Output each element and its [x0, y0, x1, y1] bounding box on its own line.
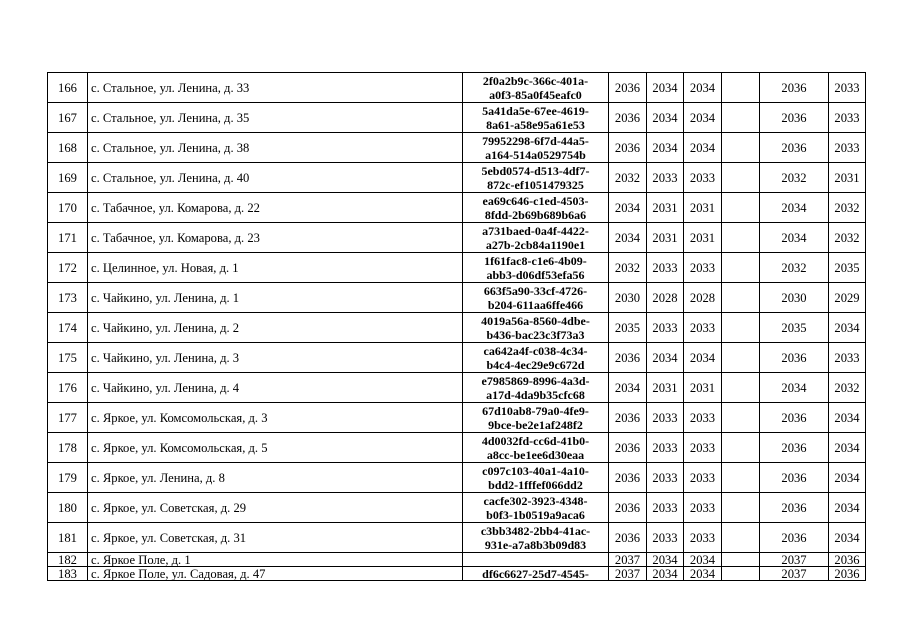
year-cell: 2037: [760, 567, 829, 581]
guid-line-1: ca642a4f-c038-4c34-: [483, 343, 588, 358]
guid-line-2: a0f3-85a0f45eafc0: [489, 87, 582, 102]
row-number-cell: 173: [48, 283, 88, 313]
address-cell: с. Яркое, ул. Комсомольская, д. 5: [88, 433, 463, 463]
year-cell: [722, 103, 760, 133]
address-cell: с. Чайкино, ул. Ленина, д. 4: [88, 373, 463, 403]
year-cell: 2031: [684, 193, 722, 223]
table-row: [48, 523, 866, 553]
guid-line-2: 9bce-be2e1af248f2: [488, 417, 583, 432]
table-row: [48, 133, 866, 163]
row-number-cell: 172: [48, 253, 88, 283]
year-cell: 2033: [829, 133, 866, 163]
year-cell: 2036: [760, 493, 829, 523]
guid-line-1: ea69c646-c1ed-4503-: [482, 193, 589, 208]
address-cell: с. Чайкино, ул. Ленина, д. 3: [88, 343, 463, 373]
year-cell: 2036: [609, 493, 647, 523]
guid-line-2: 8a61-a58e95a61e53: [486, 117, 585, 132]
year-cell: 2034: [684, 567, 722, 581]
address-cell: с. Стальное, ул. Ленина, д. 40: [88, 163, 463, 193]
year-cell: 2036: [760, 73, 829, 103]
year-cell: [722, 283, 760, 313]
guid-line-2: 872c-ef1051479325: [487, 177, 584, 192]
year-cell: 2036: [760, 133, 829, 163]
guid-line-1: 4019a56a-8560-4dbe-: [481, 313, 590, 328]
year-cell: 2034: [684, 133, 722, 163]
year-cell: [722, 463, 760, 493]
year-cell: 2036: [760, 523, 829, 553]
year-cell: 2033: [647, 163, 684, 193]
housing-register-table: [47, 72, 866, 581]
row-number-cell: 181: [48, 523, 88, 553]
table-row: [48, 283, 866, 313]
year-cell: [722, 253, 760, 283]
year-cell: 2036: [609, 463, 647, 493]
address-cell: с. Яркое, ул. Комсомольская, д. 3: [88, 403, 463, 433]
year-cell: 2031: [829, 163, 866, 193]
table-row: [48, 373, 866, 403]
year-cell: 2033: [829, 103, 866, 133]
row-number-cell: 169: [48, 163, 88, 193]
guid-line-1: 4d0032fd-cc6d-41b0-: [481, 433, 590, 448]
guid-cell: [463, 103, 609, 133]
year-cell: 2034: [760, 373, 829, 403]
row-number-cell: 166: [48, 73, 88, 103]
year-cell: 2036: [609, 103, 647, 133]
row-number-cell: 177: [48, 403, 88, 433]
guid-line-1: a731baed-0a4f-4422-: [482, 223, 589, 238]
guid-cell: [463, 373, 609, 403]
year-cell: 2028: [647, 283, 684, 313]
year-cell: 2033: [647, 313, 684, 343]
address-cell: с. Стальное, ул. Ленина, д. 33: [88, 73, 463, 103]
year-cell: 2031: [647, 193, 684, 223]
guid-line-1: c3bb3482-2bb4-41ac-: [480, 523, 591, 538]
year-cell: 2034: [684, 553, 722, 567]
year-cell: [722, 163, 760, 193]
year-cell: 2034: [647, 73, 684, 103]
address-cell: с. Чайкино, ул. Ленина, д. 2: [88, 313, 463, 343]
year-cell: 2032: [609, 253, 647, 283]
year-cell: [722, 433, 760, 463]
year-cell: [722, 313, 760, 343]
table-row: [48, 403, 866, 433]
row-number-cell: 183: [48, 567, 88, 581]
guid-line-1: 67d10ab8-79a0-4fe9-: [482, 403, 589, 418]
year-cell: 2036: [609, 433, 647, 463]
year-cell: 2028: [684, 283, 722, 313]
year-cell: 2034: [609, 193, 647, 223]
year-cell: [722, 223, 760, 253]
year-cell: 2034: [829, 403, 866, 433]
row-number-cell: 175: [48, 343, 88, 373]
table-row: [48, 223, 866, 253]
year-cell: 2035: [829, 253, 866, 283]
year-cell: [722, 403, 760, 433]
address-cell: с. Стальное, ул. Ленина, д. 38: [88, 133, 463, 163]
year-cell: 2036: [760, 403, 829, 433]
year-cell: 2036: [609, 403, 647, 433]
table-row: [48, 343, 866, 373]
guid-line-1: df6c6627-25d7-4545-: [482, 566, 589, 581]
table-row: [48, 567, 866, 581]
year-cell: [722, 343, 760, 373]
year-cell: 2036: [609, 343, 647, 373]
guid-cell: [463, 433, 609, 463]
guid-cell: [463, 523, 609, 553]
guid-line-2: 931e-a7a8b3b09d83: [484, 537, 587, 552]
address-cell: с. Яркое, ул. Советская, д. 29: [88, 493, 463, 523]
row-number-cell: 176: [48, 373, 88, 403]
guid-line-2: b0f3-1b0519a9aca6: [486, 507, 585, 522]
year-cell: [722, 553, 760, 567]
year-cell: 2036: [760, 433, 829, 463]
year-cell: [722, 493, 760, 523]
year-cell: 2034: [760, 193, 829, 223]
address-cell: с. Чайкино, ул. Ленина, д. 1: [88, 283, 463, 313]
year-cell: 2033: [684, 253, 722, 283]
year-cell: 2034: [684, 73, 722, 103]
year-cell: 2033: [684, 403, 722, 433]
year-cell: 2036: [760, 463, 829, 493]
year-cell: 2033: [684, 523, 722, 553]
guid-line-1: 5ebd0574-d513-4df7-: [481, 163, 590, 178]
guid-cell: [463, 73, 609, 103]
table-row: [48, 493, 866, 523]
guid-cell: [463, 133, 609, 163]
guid-line-1: 663f5a90-33cf-4726-: [483, 283, 588, 298]
year-cell: 2034: [647, 103, 684, 133]
year-cell: 2033: [647, 463, 684, 493]
year-cell: 2036: [829, 567, 866, 581]
guid-line-2: bdd2-1fffef066dd2: [488, 477, 583, 492]
row-number-cell: 174: [48, 313, 88, 343]
guid-cell: [463, 163, 609, 193]
address-cell: с. Яркое Поле, ул. Садовая, д. 47: [88, 567, 463, 581]
guid-line-1: e7985869-8996-4a3d-: [481, 373, 590, 388]
year-cell: 2032: [760, 253, 829, 283]
guid-line-2: a17d-4da9b35cfc68: [486, 387, 585, 402]
year-cell: 2034: [647, 343, 684, 373]
year-cell: 2036: [609, 523, 647, 553]
guid-cell: [463, 567, 609, 581]
year-cell: 2036: [760, 103, 829, 133]
year-cell: 2035: [760, 313, 829, 343]
year-cell: 2037: [760, 553, 829, 567]
row-number-cell: 171: [48, 223, 88, 253]
guid-line-2: b4c4-4ec29e9c672d: [486, 357, 585, 372]
year-cell: 2033: [684, 493, 722, 523]
guid-line-2: 8fdd-2b69b689b6a6: [484, 207, 587, 222]
year-cell: 2034: [829, 313, 866, 343]
year-cell: 2032: [829, 193, 866, 223]
year-cell: 2032: [829, 223, 866, 253]
row-number-cell: 168: [48, 133, 88, 163]
row-number-cell: 170: [48, 193, 88, 223]
year-cell: 2031: [647, 223, 684, 253]
table-row: [48, 163, 866, 193]
year-cell: 2036: [609, 133, 647, 163]
table-row: [48, 193, 866, 223]
table-row: [48, 553, 866, 567]
year-cell: 2034: [609, 373, 647, 403]
guid-cell: [463, 313, 609, 343]
guid-line-1: cacfe302-3923-4348-: [483, 493, 588, 508]
year-cell: 2031: [684, 223, 722, 253]
guid-cell: [463, 283, 609, 313]
address-cell: с. Целинное, ул. Новая, д. 1: [88, 253, 463, 283]
year-cell: 2033: [684, 313, 722, 343]
address-cell: с. Яркое Поле, д. 1: [88, 553, 463, 567]
guid-line-1: 5a41da5e-67ee-4619-: [482, 103, 589, 118]
address-cell: с. Яркое, ул. Ленина, д. 8: [88, 463, 463, 493]
guid-line-1: 1f61fac8-c1e6-4b09-: [484, 253, 587, 268]
guid-line-1: c097c103-40a1-4a10-: [482, 463, 589, 478]
guid-cell: [463, 343, 609, 373]
table-row: [48, 103, 866, 133]
year-cell: 2036: [760, 343, 829, 373]
guid-cell: [463, 193, 609, 223]
year-cell: 2033: [647, 433, 684, 463]
guid-line-2: abb3-d06df53efa56: [486, 267, 585, 282]
year-cell: 2034: [829, 493, 866, 523]
address-cell: с. Табачное, ул. Комарова, д. 22: [88, 193, 463, 223]
row-number-cell: 178: [48, 433, 88, 463]
year-cell: 2034: [609, 223, 647, 253]
guid-cell: [463, 553, 609, 567]
year-cell: 2032: [829, 373, 866, 403]
year-cell: 2033: [829, 343, 866, 373]
year-cell: 2031: [647, 373, 684, 403]
year-cell: [722, 373, 760, 403]
year-cell: 2033: [647, 253, 684, 283]
year-cell: 2034: [760, 223, 829, 253]
year-cell: 2032: [609, 163, 647, 193]
guid-cell: [463, 463, 609, 493]
guid-line-2: b204-611aa6ffe466: [487, 297, 584, 312]
table-body: [48, 73, 866, 581]
table-row: [48, 313, 866, 343]
row-number-cell: 179: [48, 463, 88, 493]
address-cell: с. Табачное, ул. Комарова, д. 23: [88, 223, 463, 253]
year-cell: 2033: [684, 433, 722, 463]
guid-cell: [463, 493, 609, 523]
table-row: [48, 433, 866, 463]
year-cell: [722, 73, 760, 103]
year-cell: [722, 133, 760, 163]
guid-cell: [463, 223, 609, 253]
year-cell: 2029: [829, 283, 866, 313]
year-cell: 2032: [760, 163, 829, 193]
guid-line-1: 2f0a2b9c-366c-401a-: [482, 73, 589, 88]
year-cell: 2030: [760, 283, 829, 313]
year-cell: 2033: [647, 493, 684, 523]
year-cell: 2034: [684, 103, 722, 133]
year-cell: 2033: [684, 163, 722, 193]
year-cell: 2034: [829, 433, 866, 463]
guid-line-2: b436-bac23c3f73a3: [486, 327, 585, 342]
guid-cell: [463, 253, 609, 283]
year-cell: 2033: [684, 463, 722, 493]
address-cell: с. Стальное, ул. Ленина, д. 35: [88, 103, 463, 133]
guid-line-1: 79952298-6f7d-44a5-: [482, 133, 589, 148]
table-row: [48, 73, 866, 103]
guid-line-2: a164-514a0529754b: [485, 147, 586, 162]
year-cell: 2036: [829, 553, 866, 567]
table-row: [48, 463, 866, 493]
year-cell: 2031: [684, 373, 722, 403]
year-cell: 2037: [609, 553, 647, 567]
year-cell: 2037: [609, 567, 647, 581]
year-cell: 2034: [647, 133, 684, 163]
year-cell: 2033: [647, 523, 684, 553]
year-cell: 2034: [829, 463, 866, 493]
table-row: [48, 253, 866, 283]
guid-line-2: a8cc-be1ee6d30eaa: [486, 447, 585, 462]
year-cell: 2035: [609, 313, 647, 343]
year-cell: 2033: [647, 403, 684, 433]
year-cell: 2030: [609, 283, 647, 313]
year-cell: [722, 193, 760, 223]
guid-line-2: a27b-2cb84a1190e1: [485, 237, 586, 252]
row-number-cell: 182: [48, 553, 88, 567]
guid-cell: [463, 403, 609, 433]
year-cell: 2034: [829, 523, 866, 553]
row-number-cell: 167: [48, 103, 88, 133]
year-cell: [722, 523, 760, 553]
address-cell: с. Яркое, ул. Советская, д. 31: [88, 523, 463, 553]
year-cell: 2034: [647, 553, 684, 567]
year-cell: [722, 567, 760, 581]
year-cell: 2036: [609, 73, 647, 103]
year-cell: 2034: [684, 343, 722, 373]
year-cell: 2033: [829, 73, 866, 103]
row-number-cell: 180: [48, 493, 88, 523]
year-cell: 2034: [647, 567, 684, 581]
